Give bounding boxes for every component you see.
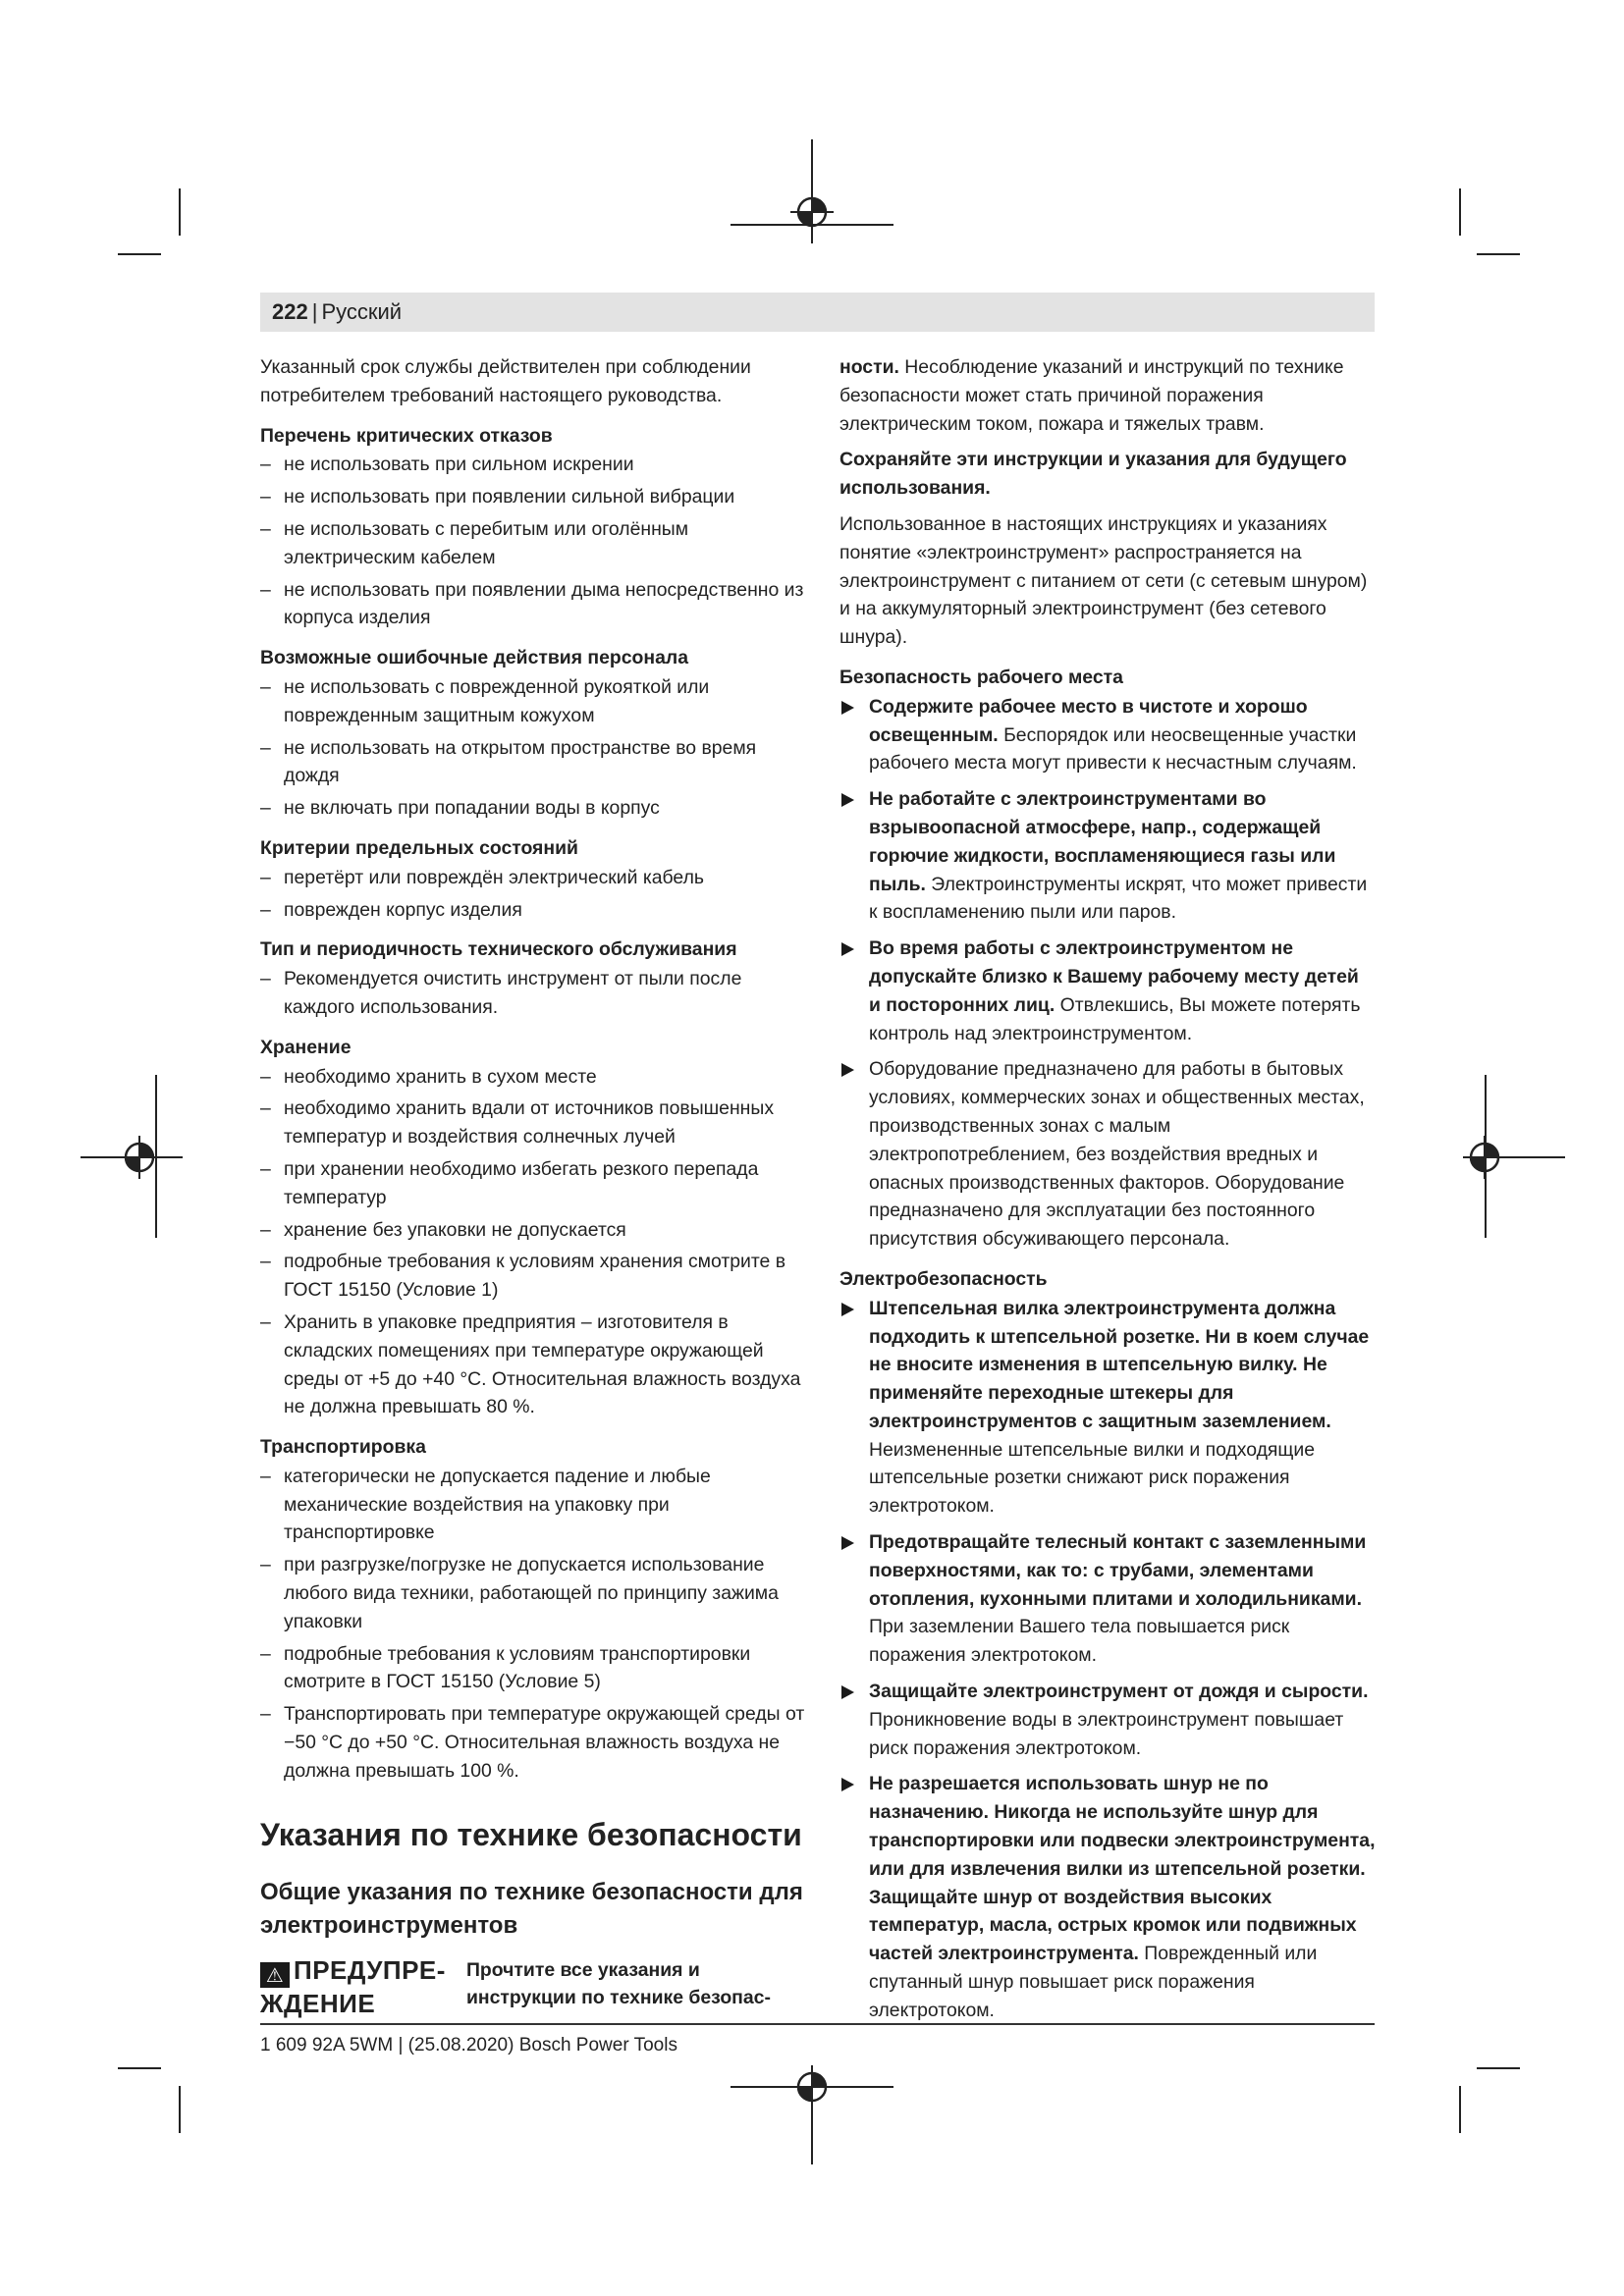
list-item: – не включать при попадании воды в корпус <box>260 794 810 823</box>
workplace-safety-list <box>839 693 1376 1254</box>
crop-mark <box>1477 2067 1520 2069</box>
list-item: – необходимо хранить вдали от источников повышенных температур и воздействия солнечных лучей <box>260 1095 810 1151</box>
list-item: – категорически не допускается падение и любые механические воздействия на упаковку при транспортировке <box>260 1463 810 1547</box>
crop-mark <box>1477 253 1520 255</box>
section-title-maintenance: Тип и периодичность технического обслуживания <box>260 938 737 961</box>
list-item-bold: Во время работы с электроинструментом не допускайте близко к Вашему рабочему месту детей и посторонних лиц. <box>869 937 1359 1016</box>
critical-failures-list <box>260 451 810 632</box>
list-item: – не использовать на открытом пространстве во время дождя <box>260 734 810 791</box>
page-number: 222 <box>272 299 308 324</box>
transport-list <box>260 1463 810 1786</box>
section-title-critical-failures: Перечень критических отказов <box>260 424 553 447</box>
list-item <box>839 1295 1376 1521</box>
list-item: – не использовать при появлении дыма непосредственно из корпуса изделия <box>260 576 810 633</box>
crop-mark <box>118 2067 161 2069</box>
list-item-bold: Не разрешается использовать шнур не по назначению. Никогда не используйте шнур для транспортировки или подвески электроинструмента, или для извлечения вилки из штепсельной розетки. Защищайте шнур от воздействия высоких температур, масла, острых кромок или подвижных частей электроинструмента. <box>869 1773 1376 1965</box>
limit-states-list <box>260 864 810 925</box>
crop-mark <box>118 253 161 255</box>
section-title-storage: Хранение <box>260 1036 352 1058</box>
save-instructions-heading <box>839 446 1376 503</box>
list-item-text: При заземлении Вашего тела повышается риск поражения электротоком. <box>869 1616 1290 1667</box>
right-column <box>839 353 1376 2033</box>
list-item-bold: Предотвращайте телесный контакт с заземленными поверхностями, как то: с трубами, элементами отопления, кухонными плитами и холодильниками. <box>869 1531 1367 1610</box>
list-item <box>839 785 1376 927</box>
list-item: – при разгрузке/погрузке не допускается использование любого вида техники, работающей по принципу зажима упаковки <box>260 1551 810 1635</box>
warning-block <box>260 1954 810 2020</box>
warning-label-text: ПРЕДУПРЕ-ЖДЕНИЕ <box>260 1954 446 2018</box>
registration-mark-icon <box>118 1136 161 1179</box>
list-item <box>839 1678 1376 1762</box>
list-item <box>839 934 1376 1047</box>
registration-mark-icon <box>1463 1136 1506 1179</box>
continuation-bold: ности. <box>839 356 899 378</box>
list-item-text: Оборудование предназначено для работы в бытовых условиях, коммерческих зонах и общественных местах, производственных зонах с малым электропотреблением, без воздействия вредных и опасных производственных факторов. Оборудование предназначено для эксплуатации без постоянного присутствия обсуживающего персонала. <box>869 1058 1365 1251</box>
electrical-safety-list <box>839 1295 1376 2025</box>
list-item: – не использовать при сильном искрении <box>260 451 810 479</box>
list-item: – не использовать с перебитым или оголённым электрическим кабелем <box>260 515 810 572</box>
list-item: – не использовать с поврежденной рукояткой или поврежденным защитным кожухом <box>260 673 810 730</box>
warning-triangle-icon: ⚠ <box>260 1962 290 1988</box>
continuation-text: Несоблюдение указаний и инструкций по технике безопасности может стать причиной поражения электрическим током, пожара и тяжелых травм. <box>839 356 1344 435</box>
crop-mark <box>179 188 181 236</box>
registration-mark-icon <box>790 190 834 234</box>
crop-mark <box>1459 2086 1461 2133</box>
warning-label <box>260 1954 466 2020</box>
page-header <box>260 293 1375 332</box>
section-title-transport: Транспортировка <box>260 1436 426 1459</box>
list-item-text: Электроинструменты искрят, что может привести к воспламенению пыли или паров. <box>869 873 1368 924</box>
list-item: – перетёрт или повреждён электрический кабель <box>260 864 810 892</box>
warning-text: Прочтите все указания и инструкции по технике безопас- <box>466 1958 771 2009</box>
list-item: – Транспортировать при температуре окружающей среды от −50 °C до +50 °C. Относительная влажность воздуха не должна превышать 100 %. <box>260 1700 810 1785</box>
list-item: – поврежден корпус изделия <box>260 896 810 925</box>
crop-mark <box>1459 188 1461 236</box>
left-column <box>260 353 810 2020</box>
list-item: – необходимо хранить в сухом месте <box>260 1063 810 1092</box>
safety-heading: Указания по технике безопасности <box>260 1816 802 1852</box>
list-item-bold: Штепсельная вилка электроинструмента должна подходить к штепсельной розетке. Ни в коем случае не вносите изменения в штепсельную вилку. Не применяйте переходные штекеры для электроинструментов с защитным заземлением. <box>869 1297 1370 1432</box>
operator-errors-list <box>260 673 810 823</box>
list-item: – не использовать при появлении сильной вибрации <box>260 483 810 511</box>
list-item-bold: Защищайте электроинструмент от дождя и сырости. <box>869 1681 1369 1703</box>
list-item-text: Проникновение воды в электроинструмент повышает риск поражения электротоком. <box>869 1708 1344 1759</box>
section-title-electrical-safety: Электробезопасность <box>839 1267 1048 1290</box>
maintenance-list <box>260 965 810 1022</box>
page-header-text <box>272 299 402 325</box>
section-title-operator-errors: Возможные ошибочные действия персонала <box>260 647 688 669</box>
list-item: – Рекомендуется очистить инструмент от пыли после каждого использования. <box>260 965 810 1022</box>
footer-divider <box>260 2023 1375 2025</box>
list-item-text: Неизмененные штепсельные вилки и подходящие штепсельные розетки снижают риск поражения электротоком. <box>869 1438 1315 1518</box>
section-title-limit-states: Критерии предельных состояний <box>260 836 578 859</box>
list-item <box>839 1055 1376 1254</box>
list-item-text: Отвлекшись, Вы можете потерять контроль над электроинструментом. <box>869 993 1361 1044</box>
warning-continuation <box>839 353 1376 438</box>
list-item-text: Поврежденный или спутанный шнур повышает риск поражения электротоком. <box>869 1943 1318 2021</box>
power-tool-definition: Использованное в настоящих инструкциях и указаниях понятие «электроинструмент» распространяется на электроинструмент с питанием от сети (с сетевым шнуром) и на аккумуляторный электроинструмент (без сетевого шнура). <box>839 512 1368 649</box>
list-item <box>839 693 1376 777</box>
list-item: – Хранить в упаковке предприятия – изготовителя в складских помещениях при температуре окружающей среды от +5 до +40 °C. Относительная влажность воздуха не должна превышать 80 %. <box>260 1308 810 1421</box>
service-life-note: Указанный срок службы действителен при соблюдении потребителем требований настоящего руководства. <box>260 356 751 406</box>
list-item: – подробные требования к условиям хранения смотрите в ГОСТ 15150 (Условие 1) <box>260 1248 810 1305</box>
list-item <box>839 1528 1376 1670</box>
list-item-bold: Не работайте с электроинструментами во взрывоопасной атмосфере, напр., содержащей горючие жидкости, воспламеняющиеся газы или пыль. <box>869 788 1336 895</box>
list-item: – при хранении необходимо избегать резкого перепада температур <box>260 1155 810 1212</box>
save-instructions-text: Сохраняйте эти инструкции и указания для будущего использования. <box>839 449 1347 500</box>
header-separator: | <box>311 299 318 324</box>
list-item-text: Беспорядок или неосвещенные участки рабочего места могут привести к несчастным случаям. <box>869 723 1357 774</box>
list-item <box>839 1770 1376 2024</box>
list-item-bold: Содержите рабочее место в чистоте и хорошо освещенным. <box>869 695 1308 746</box>
list-item: – хранение без упаковки не допускается <box>260 1216 810 1245</box>
registration-mark-icon <box>790 2065 834 2109</box>
crop-mark <box>179 2086 181 2133</box>
general-safety-subheading: Общие указания по технике безопасности для электроинструментов <box>260 1878 803 1939</box>
page-language: Русский <box>321 299 403 324</box>
list-item: – подробные требования к условиям транспортировки смотрите в ГОСТ 15150 (Условие 5) <box>260 1640 810 1697</box>
section-title-workplace-safety: Безопасность рабочего места <box>839 666 1123 688</box>
page-footer: 1 609 92A 5WM | (25.08.2020) Bosch Power Tools <box>260 2035 677 2056</box>
storage-list <box>260 1063 810 1422</box>
